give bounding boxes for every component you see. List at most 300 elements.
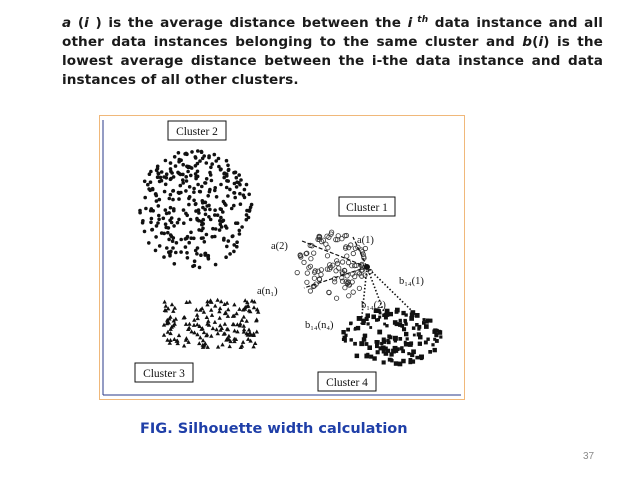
- cluster2-point: [240, 225, 244, 229]
- cluster2-point: [178, 158, 182, 162]
- cluster2-point: [227, 168, 231, 172]
- cluster2-point: [202, 154, 206, 158]
- cluster2-point: [149, 221, 153, 225]
- figure-caption: FIG. Silhouette width calculation: [140, 421, 408, 437]
- ith-index: i: [407, 15, 413, 31]
- cluster2-point: [158, 180, 162, 184]
- cluster4-point: [413, 334, 416, 337]
- cluster4-point: [422, 321, 426, 325]
- cluster2-point: [197, 219, 201, 223]
- cluster4-point: [415, 356, 419, 360]
- cluster2-point: [188, 185, 192, 189]
- cluster2-point: [146, 183, 150, 187]
- cluster4-point: [350, 338, 353, 341]
- cluster2-point: [169, 178, 173, 182]
- cluster2-point: [206, 194, 210, 198]
- cluster2-point: [199, 253, 203, 257]
- definition-paragraph: [62, 14, 603, 90]
- cluster4-point: [398, 322, 402, 326]
- cluster2-point: [151, 228, 155, 232]
- cluster2-point: [208, 190, 212, 194]
- cluster4-point: [395, 310, 399, 314]
- cluster4-point: [398, 362, 403, 367]
- cluster2-point: [219, 207, 223, 211]
- cluster2-point: [165, 172, 169, 176]
- cluster2-point: [164, 226, 168, 230]
- cluster2-point: [171, 198, 175, 202]
- cluster2-point: [186, 256, 190, 260]
- cluster4-point: [376, 350, 380, 354]
- cluster2-point: [235, 240, 239, 244]
- cluster2-point: [207, 156, 211, 160]
- cluster2-point: [181, 173, 185, 177]
- a-open-paren: (: [71, 15, 85, 31]
- cluster2-point: [215, 195, 219, 199]
- cluster2-point: [223, 171, 227, 175]
- cluster2-point: [221, 210, 225, 214]
- cluster2-point: [147, 241, 151, 245]
- cluster4-point: [375, 318, 379, 322]
- cluster4-point: [439, 335, 442, 338]
- cluster2-point: [218, 219, 222, 223]
- cluster2-point: [179, 238, 183, 242]
- cluster2-point: [205, 233, 209, 237]
- cluster4-label-box: [318, 372, 376, 391]
- cluster2-point: [231, 234, 235, 238]
- cluster4-point: [365, 317, 369, 321]
- cluster2-point: [150, 217, 154, 221]
- cluster2-point: [168, 197, 172, 201]
- cluster4-point: [404, 320, 407, 323]
- cluster4-point: [424, 341, 428, 345]
- b14-2-label: b₁₄(2): [361, 300, 386, 311]
- cluster2-point: [228, 188, 232, 192]
- cluster2-point: [184, 152, 188, 156]
- cluster2-point: [200, 150, 204, 154]
- cluster2-point: [228, 252, 232, 256]
- cluster4-point: [367, 322, 370, 325]
- cluster2-point: [182, 221, 186, 225]
- cluster2-point: [199, 190, 203, 194]
- cluster2-point: [172, 209, 176, 213]
- cluster2-point: [150, 207, 154, 211]
- cluster2-point: [245, 209, 249, 213]
- cluster2-point: [196, 162, 200, 166]
- cluster2-point: [171, 239, 175, 243]
- cluster2-point: [208, 208, 212, 212]
- para-text-3: is the lowest average distance between the i-the data instance and data instances of all other clusters.: [62, 34, 603, 88]
- cluster1-label-box: [339, 197, 395, 216]
- cluster4-point: [389, 335, 393, 339]
- cluster2-point: [177, 197, 181, 201]
- cluster2-point: [154, 235, 158, 239]
- cluster2-point: [156, 171, 160, 175]
- cluster4-point: [426, 320, 429, 323]
- cluster4-point: [418, 342, 422, 346]
- cluster4-point: [404, 342, 409, 347]
- cluster4-point: [428, 350, 432, 354]
- cluster4-point: [431, 343, 434, 346]
- cluster4-point: [419, 355, 424, 360]
- cluster4-point: [409, 316, 414, 321]
- cluster2-point: [157, 218, 161, 222]
- cluster2-point: [197, 228, 201, 232]
- cluster4-point: [433, 338, 436, 341]
- cluster2-point: [226, 194, 230, 198]
- cluster4-point: [355, 354, 360, 359]
- cluster2-point: [138, 211, 142, 215]
- cluster4-point: [390, 358, 393, 361]
- cluster2-point: [210, 179, 214, 183]
- cluster2-point: [230, 207, 234, 211]
- cluster2-point: [245, 218, 249, 222]
- cluster2-point: [169, 206, 173, 210]
- cluster2-point: [203, 208, 207, 212]
- cluster2-point: [208, 171, 212, 175]
- cluster2-point: [157, 204, 161, 208]
- cluster4-point: [406, 337, 409, 340]
- cluster2-point: [168, 219, 172, 223]
- cluster2-point: [185, 165, 189, 169]
- cluster2-point: [213, 208, 217, 212]
- cluster2-point: [158, 244, 162, 248]
- cluster2-point: [232, 204, 236, 208]
- cluster1-label: Cluster 1: [346, 202, 388, 214]
- cluster2-point: [189, 174, 193, 178]
- cluster4-point: [395, 349, 399, 353]
- a2-label: a(2): [271, 241, 288, 252]
- cluster2-point: [194, 249, 198, 253]
- cluster2-point: [187, 197, 191, 201]
- cluster4-point: [417, 332, 421, 336]
- cluster2-point: [239, 178, 243, 182]
- para-text-2: data instance and all other data instances belonging to the same cluster and: [62, 15, 603, 50]
- cluster4-label: Cluster 4: [326, 377, 368, 389]
- cluster2-point: [192, 199, 196, 203]
- cluster2-point: [220, 225, 224, 229]
- cluster4-point: [349, 322, 352, 325]
- b-open-paren: (: [532, 34, 539, 50]
- cluster2-point: [203, 181, 207, 185]
- cluster4-point: [402, 327, 406, 331]
- cluster2-point: [162, 255, 166, 259]
- cluster2-point: [162, 175, 166, 179]
- cluster2-point: [166, 231, 170, 235]
- cluster3-label: Cluster 3: [143, 368, 185, 380]
- cluster2-point: [250, 203, 254, 207]
- cluster2-point: [151, 188, 155, 192]
- cluster4-point: [395, 322, 399, 326]
- cluster2-point: [222, 237, 226, 241]
- cluster2-point: [182, 208, 186, 212]
- cluster2-point: [185, 251, 189, 255]
- cluster2-point: [179, 184, 183, 188]
- cluster3-label-box: [135, 363, 193, 382]
- cluster4-point: [407, 352, 410, 355]
- cluster2-point: [174, 251, 178, 255]
- cluster4-point: [426, 338, 429, 341]
- cluster4-point: [375, 340, 380, 345]
- cluster4-point: [359, 341, 364, 346]
- cluster2-point: [169, 167, 173, 171]
- cluster2-point: [163, 190, 167, 194]
- cluster2-point: [169, 193, 173, 197]
- cluster2-point: [204, 213, 208, 217]
- cluster4-point: [405, 313, 408, 316]
- figure-frame: [100, 116, 465, 400]
- cluster2-point: [175, 241, 179, 245]
- cluster2-point: [222, 219, 226, 223]
- cluster2-point: [158, 198, 162, 202]
- cluster2-point: [238, 232, 242, 236]
- cluster2-point: [160, 231, 164, 235]
- cluster4-point: [398, 337, 402, 341]
- cluster2-point: [210, 162, 214, 166]
- cluster2-point: [191, 265, 195, 269]
- cluster2-point: [235, 180, 239, 184]
- cluster2-point: [227, 239, 231, 243]
- cluster2-point: [232, 250, 236, 254]
- cluster2-point: [224, 203, 228, 207]
- cluster2-point: [192, 237, 196, 241]
- cluster2-point: [157, 214, 161, 218]
- cluster2-point: [225, 159, 229, 163]
- cluster2-point: [188, 165, 192, 169]
- cluster2-point: [173, 155, 177, 159]
- cluster4-point: [385, 324, 388, 327]
- cluster2-point: [177, 218, 181, 222]
- cluster2-point: [209, 166, 213, 170]
- cluster2-point: [185, 179, 189, 183]
- cluster2-point: [179, 250, 183, 254]
- cluster2-point: [167, 238, 171, 242]
- cluster2-point: [219, 183, 223, 187]
- cluster2-point: [197, 208, 201, 212]
- cluster4-point: [387, 341, 391, 345]
- cluster2-point: [207, 204, 211, 208]
- cluster2-point: [169, 250, 173, 254]
- cluster4-point: [375, 344, 379, 348]
- an1-label: a(n₁): [257, 286, 278, 297]
- cluster2-point: [216, 213, 220, 217]
- cluster2-point: [247, 193, 251, 197]
- cluster2-point: [226, 179, 230, 183]
- cluster2-point: [245, 213, 249, 217]
- cluster4-point: [380, 342, 383, 345]
- cluster2-point: [245, 183, 249, 187]
- cluster2-point: [224, 224, 228, 228]
- cluster2-point: [196, 183, 200, 187]
- cluster2-point: [141, 221, 145, 225]
- cluster2-point: [193, 259, 197, 263]
- cluster4-point: [389, 352, 393, 356]
- cluster2-point: [187, 203, 191, 207]
- cluster2-point: [232, 171, 236, 175]
- cluster4-point: [365, 342, 369, 346]
- a1-label: a(1): [357, 235, 374, 246]
- ith-suffix: th: [412, 15, 429, 25]
- cluster2-point: [200, 185, 204, 189]
- cluster2-point: [189, 231, 193, 235]
- cluster2-point: [214, 227, 218, 231]
- cluster2-point: [196, 149, 200, 153]
- cluster2-point: [143, 196, 147, 200]
- cluster2-point: [194, 203, 198, 207]
- cluster4-point: [411, 359, 415, 363]
- cluster4-point: [367, 345, 372, 350]
- cluster2-point: [201, 227, 205, 231]
- cluster2-label: Cluster 2: [176, 126, 218, 138]
- cluster2-point: [238, 229, 242, 233]
- cluster2-point: [225, 186, 229, 190]
- cluster4-point: [415, 323, 419, 327]
- a-close-paren: ): [88, 15, 102, 31]
- cluster4-point: [401, 349, 405, 353]
- cluster2-point: [174, 164, 178, 168]
- cluster2-point: [181, 178, 185, 182]
- cluster4-point: [409, 341, 413, 345]
- cluster2-point: [184, 245, 188, 249]
- b-symbol: b: [522, 34, 533, 50]
- cluster4-point: [412, 326, 416, 330]
- cluster2-point: [194, 155, 198, 159]
- cluster2-point: [201, 236, 205, 240]
- cluster2-point: [205, 161, 209, 165]
- cluster2-point: [143, 180, 147, 184]
- cluster2-point: [164, 222, 168, 226]
- cluster2-point: [184, 189, 188, 193]
- cluster4-point: [341, 330, 345, 334]
- cluster2-point: [177, 151, 181, 155]
- cluster2-point: [205, 177, 209, 181]
- cluster2-point: [198, 159, 202, 163]
- cluster2-point: [204, 252, 208, 256]
- cluster2-point: [181, 163, 185, 167]
- cluster2-point: [149, 170, 153, 174]
- cluster2-point: [201, 199, 205, 203]
- cluster2-point: [194, 175, 198, 179]
- cluster2-point: [154, 249, 158, 253]
- b-index: i: [538, 34, 544, 50]
- cluster2-point: [164, 159, 168, 163]
- cluster4-point: [382, 338, 386, 342]
- cluster2-point: [184, 212, 188, 216]
- cluster2-point: [190, 150, 194, 154]
- cluster2-point: [218, 228, 222, 232]
- cluster2-point: [239, 202, 243, 206]
- cluster2-point: [165, 212, 169, 216]
- para-text-1: is the average distance between the: [101, 15, 408, 31]
- cluster2-point: [214, 263, 218, 267]
- cluster2-point: [233, 196, 237, 200]
- cluster2-point: [172, 236, 176, 240]
- cluster2-point: [213, 186, 217, 190]
- cluster4-point: [382, 360, 386, 364]
- cluster2-point: [207, 254, 211, 258]
- cluster2-point: [238, 192, 242, 196]
- cluster4-point: [372, 356, 376, 360]
- cluster2-point: [225, 245, 229, 249]
- cluster4-point: [369, 326, 372, 329]
- cluster4-point: [381, 346, 386, 351]
- cluster2-point: [192, 187, 196, 191]
- cluster2-point: [155, 194, 159, 198]
- cluster2-point: [219, 216, 223, 220]
- cluster2-point: [235, 245, 239, 249]
- cluster4-point: [435, 329, 439, 333]
- cluster2-point: [164, 183, 168, 187]
- cluster4-point: [434, 333, 438, 337]
- cluster2-point: [200, 223, 204, 227]
- cluster2-point: [172, 189, 176, 193]
- cluster2-point: [237, 173, 241, 177]
- cluster2-point: [198, 266, 202, 270]
- cluster2-point: [184, 175, 188, 179]
- cluster2-point: [234, 221, 238, 225]
- cluster2-point: [213, 153, 217, 157]
- cluster2-label-box: [168, 121, 226, 140]
- silhouette-figure: [99, 115, 465, 400]
- cluster2-point: [235, 185, 239, 189]
- cluster4-point: [354, 327, 357, 330]
- cluster2-point: [242, 193, 246, 197]
- cluster4-point: [423, 318, 426, 321]
- cluster4-point: [400, 346, 403, 349]
- cluster2-point: [203, 240, 207, 244]
- cluster2-point: [184, 237, 188, 241]
- a-index: i: [84, 15, 89, 31]
- cluster4-point: [404, 332, 408, 336]
- cluster2-point: [192, 190, 196, 194]
- cluster2-point: [172, 224, 176, 228]
- cluster4-point: [377, 330, 382, 335]
- cluster2-point: [164, 208, 168, 212]
- b-close-paren: ): [543, 34, 550, 50]
- cluster2-point: [195, 252, 199, 256]
- cluster4-point: [366, 354, 369, 357]
- cluster4-point: [362, 337, 367, 342]
- cluster4-point: [429, 319, 433, 323]
- cluster2-point: [160, 170, 164, 174]
- cluster2-point: [217, 165, 221, 169]
- cluster2-point: [144, 207, 148, 211]
- cluster4-point: [411, 349, 416, 354]
- cluster2-point: [149, 180, 153, 184]
- cluster2-point: [147, 187, 151, 191]
- cluster2-point: [189, 218, 193, 222]
- cluster4-point: [346, 328, 350, 332]
- cluster2-point: [176, 221, 180, 225]
- cluster4-point: [363, 334, 366, 337]
- cluster4-point: [399, 319, 402, 322]
- cluster4-point: [415, 313, 420, 318]
- cluster4-point: [424, 324, 429, 329]
- cluster2-point: [186, 170, 190, 174]
- cluster2-point: [235, 176, 239, 180]
- cluster2-point: [169, 161, 173, 165]
- cluster2-point: [224, 255, 228, 259]
- cluster2-point: [171, 246, 175, 250]
- a-symbol: a: [62, 15, 72, 31]
- cluster2-point: [162, 217, 166, 221]
- cluster2-point: [226, 164, 230, 168]
- cluster2-point: [213, 235, 217, 239]
- cluster2-point: [173, 262, 177, 266]
- cluster2-point: [214, 159, 218, 163]
- cluster4-point: [353, 342, 357, 346]
- cluster2-point: [156, 175, 160, 179]
- b14-n4-label: b₁₄(n₄): [305, 320, 334, 331]
